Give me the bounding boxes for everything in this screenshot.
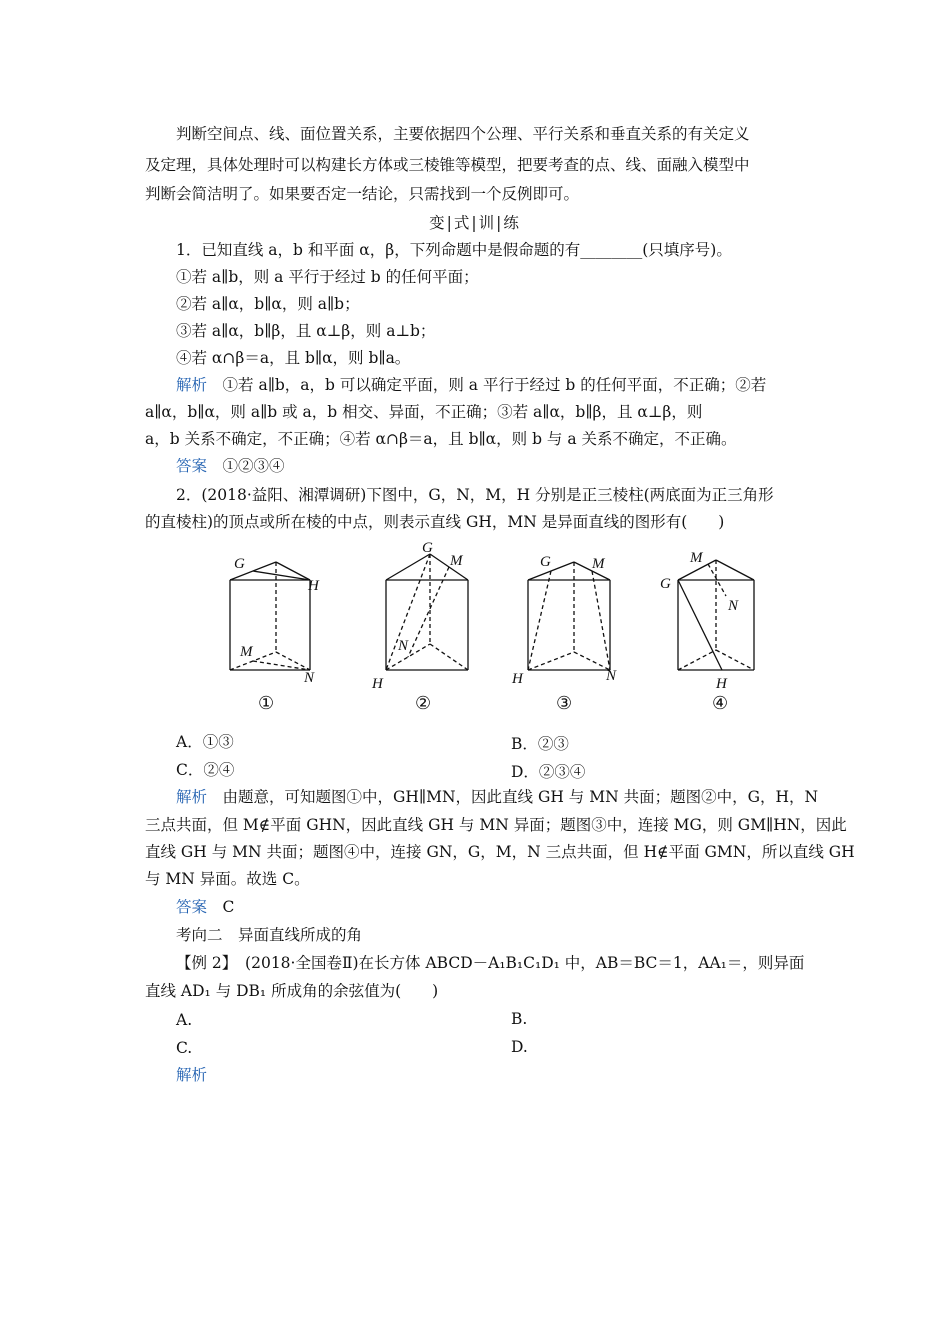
q1-analysis-line-3: a，b 关系不确定，不正确；④若 α∩β＝a，且 b∥α，则 b 与 a 关系不确定，不正确。 (145, 430, 737, 448)
figure-caption-2: ② (415, 693, 432, 714)
intro-line-1: 判断空间点、线、面位置关系，主要依据四个公理、平行关系和垂直关系的有关定义 (176, 125, 750, 143)
intro-line-2: 及定理，具体处理时可以构建长方体或三棱锥等模型，把要考查的点、线、面融入模型中 (145, 156, 750, 174)
fig4-label-m: M (690, 550, 703, 566)
ex2-choice-b: B. (511, 1010, 528, 1028)
figure-caption-1: ① (258, 693, 275, 714)
example-2-text-1: (2018·全国卷Ⅱ)在长方体 ABCD－A₁B₁C₁D₁ 中，AB＝BC＝1，AA₁＝，则异面 (229, 954, 805, 972)
fig2-label-n: N (398, 638, 409, 654)
fig1-label-m: M (240, 644, 253, 660)
section-title: 变|式|训|练 (429, 214, 521, 232)
fig1-label-h: H (308, 578, 319, 594)
q2-analysis-line-1 (176, 787, 818, 807)
example-2-stem-2: 直线 AD₁ 与 DB₁ 所成角的余弦值为( ) (145, 982, 439, 1000)
q1-stem: 1．已知直线 a，b 和平面 α，β，下列命题中是假命题的有________(只填序号)。 (176, 241, 732, 259)
q2-choice-c: C．②④ (176, 761, 235, 779)
prism-figure-2 (372, 540, 488, 694)
analysis-label: 解析 (176, 788, 208, 806)
q2-stem-1: 2．(2018·益阳、湘潭调研)下图中，G，N，M，H 分别是正三棱柱(两底面为正三角形 (176, 486, 774, 504)
fig1-label-g: G (234, 556, 245, 572)
fig4-label-g: G (660, 576, 671, 592)
q2-analysis-line-3: 直线 GH 与 MN 共面；题图④中，连接 GN，G，M，N 三点共面，但 H∉平面 GMN，所以直线 GH (145, 843, 855, 861)
fig2-label-m: M (450, 553, 463, 569)
q1-answer (176, 456, 285, 476)
prism-figure-4 (660, 540, 782, 694)
q1-option-2: ②若 a∥α，b∥α，则 a∥b； (176, 295, 360, 313)
q2-answer (176, 897, 234, 917)
intro-line-3: 判断会简洁明了。如果要否定一结论，只需找到一个反例即可。 (145, 185, 580, 203)
fig3-label-h: H (512, 671, 523, 687)
example-tag: 【例 2】 (176, 954, 230, 972)
fig4-label-h: H (716, 676, 727, 692)
q1-option-1: ①若 a∥b，则 a 平行于经过 b 的任何平面； (176, 268, 479, 286)
fig3-label-n: N (606, 668, 617, 684)
q2-answer-value: C (222, 898, 235, 916)
q1-option-3: ③若 a∥α，b∥β，且 α⊥β，则 a⊥b； (176, 322, 436, 340)
fig1-label-n: N (304, 670, 315, 686)
q2-choice-a: A．①③ (176, 733, 234, 751)
fig3-label-m: M (592, 556, 605, 572)
fig3-label-g: G (540, 554, 551, 570)
q1-answer-value: ①②③④ (222, 457, 285, 475)
example-2-stem-1 (176, 953, 804, 973)
answer-label: 答案 (176, 457, 208, 475)
q2-choice-d: D．②③④ (511, 763, 586, 781)
ex2-choice-d: D. (511, 1038, 528, 1056)
q1-analysis-line-2: a∥α，b∥α，则 a∥b 或 a，b 相交、异面，不正确；③若 a∥α，b∥β，且 α⊥β，则 (145, 403, 703, 421)
ex2-analysis-label: 解析 (176, 1066, 208, 1084)
figure-caption-3: ③ (556, 693, 573, 714)
topic-heading: 考向二 异面直线所成的角 (176, 926, 363, 944)
q2-analysis-line-4: 与 MN 异面。故选 C。 (145, 870, 310, 888)
figure-caption-4: ④ (712, 693, 729, 714)
q2-analysis-text-1: 由题意，可知题图①中，GH∥MN，因此直线 GH 与 MN 共面；题图②中，G，H，N (222, 788, 819, 806)
fig2-label-g: G (422, 540, 433, 556)
q2-analysis-line-2: 三点共面，但 M∉平面 GHN，因此直线 GH 与 MN 异面；题图③中，连接 MG，则 GM∥HN，因此 (145, 816, 847, 834)
prism-figure-3 (512, 540, 630, 694)
q1-analysis-line-1 (176, 375, 766, 395)
prism-figure-1 (222, 540, 332, 694)
fig4-label-n: N (728, 598, 739, 614)
q1-option-4: ④若 α∩β＝a，且 b∥α，则 b∥a。 (176, 349, 411, 367)
analysis-label: 解析 (176, 376, 208, 394)
q2-stem-2: 的直棱柱)的顶点或所在棱的中点，则表示直线 GH，MN 是异面直线的图形有( ) (145, 513, 725, 531)
ex2-choice-c: C. (176, 1039, 193, 1057)
ex2-choice-a: A. (176, 1011, 193, 1029)
q2-choice-b: B．②③ (511, 735, 569, 753)
q1-analysis-text-1: ①若 a∥b，a，b 可以确定平面，则 a 平行于经过 b 的任何平面，不正确；②若 (222, 376, 767, 394)
fig2-label-h: H (372, 676, 383, 692)
answer-label: 答案 (176, 898, 208, 916)
